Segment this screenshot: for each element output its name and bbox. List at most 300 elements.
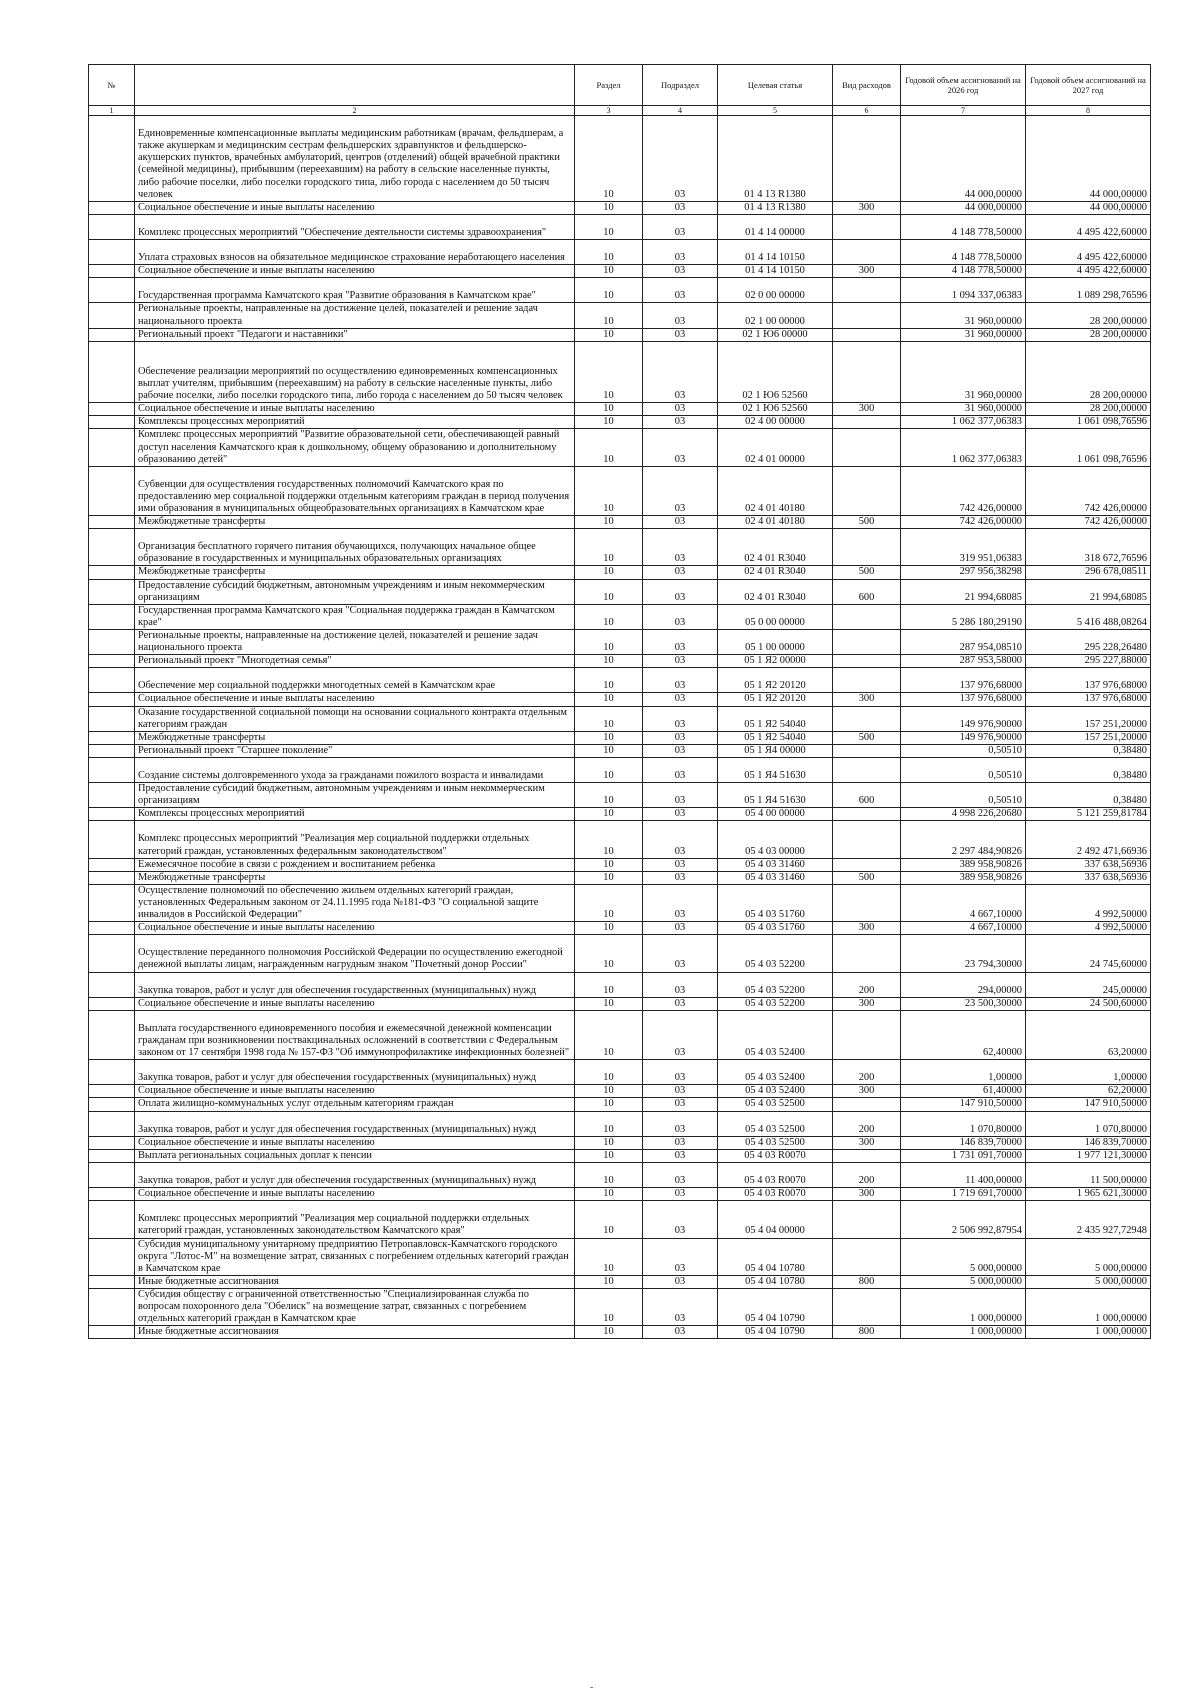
row-volume-2026: 4 667,10000	[901, 884, 1026, 921]
row-subsection: 03	[643, 416, 718, 429]
table-row	[89, 783, 1151, 808]
row-volume-2027: 2 435 927,72948	[1026, 1201, 1151, 1238]
row-volume-2027: 2 492 471,66936	[1026, 821, 1151, 858]
table-row	[89, 1162, 1151, 1187]
row-subsection: 03	[643, 858, 718, 871]
row-target-article: 02 4 01 40180	[718, 516, 833, 529]
row-section: 10	[575, 416, 643, 429]
row-subsection: 03	[643, 783, 718, 808]
row-number	[89, 1201, 135, 1238]
row-subsection: 03	[643, 201, 718, 214]
row-name: Оказание государственной социальной помощи на основании социального контракта отдельным категориям граждан	[135, 706, 575, 731]
row-subsection: 03	[643, 1288, 718, 1325]
table-row	[89, 341, 1151, 403]
row-number	[89, 341, 135, 403]
row-volume-2027: 5 000,00000	[1026, 1238, 1151, 1275]
row-section: 10	[575, 997, 643, 1010]
row-expense-type	[833, 808, 901, 821]
row-volume-2027: 44 000,00000	[1026, 116, 1151, 202]
row-expense-type: 300	[833, 1136, 901, 1149]
row-subsection: 03	[643, 1149, 718, 1162]
row-volume-2027: 24 500,60000	[1026, 997, 1151, 1010]
row-volume-2027: 4 495 422,60000	[1026, 239, 1151, 264]
row-volume-2026: 287 953,58000	[901, 655, 1026, 668]
row-volume-2027: 157 251,20000	[1026, 706, 1151, 731]
row-expense-type: 300	[833, 693, 901, 706]
row-volume-2027: 1 000,00000	[1026, 1288, 1151, 1325]
row-section: 10	[575, 972, 643, 997]
row-expense-type: 500	[833, 566, 901, 579]
row-expense-type	[833, 214, 901, 239]
row-volume-2027: 4 992,50000	[1026, 884, 1151, 921]
row-section: 10	[575, 1149, 643, 1162]
row-volume-2026: 31 960,00000	[901, 303, 1026, 328]
header-number: №	[89, 65, 135, 106]
row-volume-2026: 23 794,30000	[901, 935, 1026, 972]
row-volume-2027: 295 228,26480	[1026, 629, 1151, 654]
table-row	[89, 821, 1151, 858]
row-volume-2027: 157 251,20000	[1026, 731, 1151, 744]
row-target-article: 05 4 04 10780	[718, 1275, 833, 1288]
column-index: 6	[833, 106, 901, 116]
row-section: 10	[575, 1275, 643, 1288]
row-number	[89, 214, 135, 239]
row-subsection: 03	[643, 278, 718, 303]
row-target-article: 05 4 03 52500	[718, 1136, 833, 1149]
row-name: Организация бесплатного горячего питания обучающихся, получающих начальное общее образование в государственных и муниципальных образовательных организациях	[135, 529, 575, 566]
row-volume-2026: 389 958,90826	[901, 871, 1026, 884]
row-name: Осуществление переданного полномочия Российской Федерации по осуществлению ежегодной денежной выплаты лицам, награжденным нагрудным знаком "Почетный донор России"	[135, 935, 575, 972]
table-row	[89, 604, 1151, 629]
table-row	[89, 871, 1151, 884]
row-target-article: 05 4 03 52200	[718, 972, 833, 997]
row-volume-2026: 4 148 778,50000	[901, 239, 1026, 264]
row-subsection: 03	[643, 731, 718, 744]
row-volume-2027: 296 678,08511	[1026, 566, 1151, 579]
row-subsection: 03	[643, 429, 718, 466]
row-number	[89, 579, 135, 604]
row-volume-2026: 4 667,10000	[901, 922, 1026, 935]
row-section: 10	[575, 1188, 643, 1201]
row-volume-2026: 742 426,00000	[901, 516, 1026, 529]
column-index: 4	[643, 106, 718, 116]
row-section: 10	[575, 214, 643, 239]
row-target-article: 02 1 Ю6 00000	[718, 328, 833, 341]
table-row	[89, 1111, 1151, 1136]
row-target-article: 02 4 01 R3040	[718, 566, 833, 579]
row-volume-2027: 28 200,00000	[1026, 403, 1151, 416]
row-section: 10	[575, 935, 643, 972]
row-target-article: 05 1 Я2 54040	[718, 731, 833, 744]
row-target-article: 05 4 03 R0070	[718, 1149, 833, 1162]
row-section: 10	[575, 1111, 643, 1136]
row-volume-2026: 297 956,38298	[901, 566, 1026, 579]
row-volume-2026: 0,50510	[901, 744, 1026, 757]
row-volume-2027: 0,38480	[1026, 744, 1151, 757]
row-section: 10	[575, 341, 643, 403]
row-volume-2026: 1 062 377,06383	[901, 416, 1026, 429]
table-row	[89, 403, 1151, 416]
row-volume-2027: 1 089 298,76596	[1026, 278, 1151, 303]
row-name: Закупка товаров, работ и услуг для обеспечения государственных (муниципальных) нужд	[135, 972, 575, 997]
row-target-article: 05 4 03 31460	[718, 871, 833, 884]
column-index: 2	[135, 106, 575, 116]
row-expense-type: 300	[833, 265, 901, 278]
row-section: 10	[575, 1326, 643, 1339]
row-expense-type	[833, 416, 901, 429]
row-volume-2027: 1 061 098,76596	[1026, 429, 1151, 466]
row-number	[89, 1238, 135, 1275]
row-name: Обеспечение мер социальной поддержки многодетных семей в Камчатском крае	[135, 668, 575, 693]
row-subsection: 03	[643, 808, 718, 821]
table-row	[89, 1275, 1151, 1288]
row-section: 10	[575, 706, 643, 731]
table-row	[89, 239, 1151, 264]
column-index: 8	[1026, 106, 1151, 116]
table-row	[89, 757, 1151, 782]
row-name: Межбюджетные трансферты	[135, 731, 575, 744]
row-name: Закупка товаров, работ и услуг для обеспечения государственных (муниципальных) нужд	[135, 1111, 575, 1136]
table-row	[89, 972, 1151, 997]
row-section: 10	[575, 239, 643, 264]
row-number	[89, 884, 135, 921]
row-number	[89, 1149, 135, 1162]
row-name: Региональный проект "Многодетная семья"	[135, 655, 575, 668]
row-volume-2027: 1 070,80000	[1026, 1111, 1151, 1136]
row-section: 10	[575, 566, 643, 579]
row-expense-type	[833, 884, 901, 921]
table-body	[89, 116, 1151, 1339]
row-subsection: 03	[643, 604, 718, 629]
row-name: Социальное обеспечение и иные выплаты населению	[135, 1085, 575, 1098]
row-expense-type: 300	[833, 997, 901, 1010]
row-expense-type	[833, 116, 901, 202]
row-section: 10	[575, 808, 643, 821]
row-name: Региональные проекты, направленные на достижение целей, показателей и решение задач национального проекта	[135, 629, 575, 654]
row-volume-2027: 28 200,00000	[1026, 303, 1151, 328]
row-expense-type: 300	[833, 403, 901, 416]
row-section: 10	[575, 858, 643, 871]
header-expense-type: Вид расходов	[833, 65, 901, 106]
row-section: 10	[575, 265, 643, 278]
row-subsection: 03	[643, 566, 718, 579]
row-volume-2026: 4 998 226,20680	[901, 808, 1026, 821]
row-expense-type	[833, 668, 901, 693]
row-section: 10	[575, 1060, 643, 1085]
row-expense-type	[833, 604, 901, 629]
row-target-article: 02 1 00 00000	[718, 303, 833, 328]
row-volume-2027: 4 495 422,60000	[1026, 214, 1151, 239]
row-name: Социальное обеспечение и иные выплаты населению	[135, 1136, 575, 1149]
row-name: Государственная программа Камчатского края "Социальная поддержка граждан в Камчатском крае"	[135, 604, 575, 629]
row-expense-type: 600	[833, 579, 901, 604]
row-name: Иные бюджетные ассигнования	[135, 1275, 575, 1288]
column-index: 3	[575, 106, 643, 116]
row-expense-type	[833, 821, 901, 858]
header-volume-2027: Годовой объем ассигнований на 2027 год	[1026, 65, 1151, 106]
row-volume-2027: 11 500,00000	[1026, 1162, 1151, 1187]
row-name: Межбюджетные трансферты	[135, 566, 575, 579]
row-number	[89, 201, 135, 214]
row-section: 10	[575, 328, 643, 341]
row-expense-type: 500	[833, 516, 901, 529]
row-subsection: 03	[643, 1275, 718, 1288]
row-number	[89, 429, 135, 466]
budget-sheet	[88, 64, 1150, 1339]
table-row	[89, 693, 1151, 706]
row-volume-2026: 1 719 691,70000	[901, 1188, 1026, 1201]
row-subsection: 03	[643, 239, 718, 264]
row-number	[89, 1111, 135, 1136]
row-name: Создание системы долговременного ухода за гражданами пожилого возраста и инвалидами	[135, 757, 575, 782]
row-expense-type	[833, 278, 901, 303]
row-volume-2027: 337 638,56936	[1026, 858, 1151, 871]
row-expense-type	[833, 757, 901, 782]
row-number	[89, 239, 135, 264]
row-target-article: 05 1 Я2 20120	[718, 668, 833, 693]
row-name: Субсидия обществу с ограниченной ответственностью "Специализированная служба по вопросам похоронного дела "Обелиск" на возмещение затрат, связанных с погребением отдельных категорий граждан в Камчатском крае	[135, 1288, 575, 1325]
row-section: 10	[575, 731, 643, 744]
row-number	[89, 303, 135, 328]
row-number	[89, 1288, 135, 1325]
row-name: Комплекс процессных мероприятий "Обеспечение деятельности системы здравоохранения"	[135, 214, 575, 239]
row-number	[89, 1010, 135, 1059]
table-row	[89, 1136, 1151, 1149]
row-section: 10	[575, 871, 643, 884]
row-volume-2026: 1 000,00000	[901, 1326, 1026, 1339]
row-target-article: 05 1 Я2 00000	[718, 655, 833, 668]
row-number	[89, 416, 135, 429]
row-volume-2027: 24 745,60000	[1026, 935, 1151, 972]
row-volume-2027: 337 638,56936	[1026, 871, 1151, 884]
row-section: 10	[575, 693, 643, 706]
row-name: Межбюджетные трансферты	[135, 516, 575, 529]
row-number	[89, 403, 135, 416]
table-row	[89, 466, 1151, 515]
row-target-article: 05 4 03 51760	[718, 922, 833, 935]
row-section: 10	[575, 1098, 643, 1111]
row-subsection: 03	[643, 922, 718, 935]
row-volume-2026: 742 426,00000	[901, 466, 1026, 515]
row-expense-type: 200	[833, 1060, 901, 1085]
table-row	[89, 201, 1151, 214]
row-expense-type: 500	[833, 731, 901, 744]
row-subsection: 03	[643, 516, 718, 529]
row-volume-2027: 0,38480	[1026, 783, 1151, 808]
row-volume-2027: 742 426,00000	[1026, 516, 1151, 529]
row-volume-2027: 4 992,50000	[1026, 922, 1151, 935]
row-name: Социальное обеспечение и иные выплаты населению	[135, 693, 575, 706]
row-section: 10	[575, 783, 643, 808]
row-section: 10	[575, 1136, 643, 1149]
row-target-article: 02 4 01 40180	[718, 466, 833, 515]
column-index: 7	[901, 106, 1026, 116]
header-volume-2026: Годовой объем ассигнований на 2026 год	[901, 65, 1026, 106]
table-row	[89, 997, 1151, 1010]
row-subsection: 03	[643, 1060, 718, 1085]
row-expense-type: 300	[833, 922, 901, 935]
row-section: 10	[575, 821, 643, 858]
row-target-article: 01 4 14 10150	[718, 265, 833, 278]
row-volume-2026: 294,00000	[901, 972, 1026, 997]
table-row	[89, 706, 1151, 731]
row-section: 10	[575, 116, 643, 202]
row-target-article: 05 1 Я2 54040	[718, 706, 833, 731]
row-name: Закупка товаров, работ и услуг для обеспечения государственных (муниципальных) нужд	[135, 1060, 575, 1085]
row-volume-2026: 4 148 778,50000	[901, 265, 1026, 278]
row-name: Социальное обеспечение и иные выплаты населению	[135, 265, 575, 278]
table-row	[89, 744, 1151, 757]
row-section: 10	[575, 1085, 643, 1098]
row-section: 10	[575, 1238, 643, 1275]
row-volume-2026: 31 960,00000	[901, 328, 1026, 341]
row-subsection: 03	[643, 693, 718, 706]
row-number	[89, 1326, 135, 1339]
row-target-article: 01 4 13 R1380	[718, 201, 833, 214]
row-number	[89, 529, 135, 566]
row-volume-2026: 1 000,00000	[901, 1288, 1026, 1325]
row-volume-2026: 137 976,68000	[901, 668, 1026, 693]
row-name: Предоставление субсидий бюджетным, автономным учреждениям и иным некоммерческим организациям	[135, 579, 575, 604]
row-number	[89, 668, 135, 693]
row-name: Выплата государственного единовременного пособия и ежемесячной денежной компенсации гражданам при возникновении поствакцинальных осложнений в соответствии с Федеральным законом от 17 сентября 1998 года № 157-ФЗ "Об иммунопрофилактике инфекционных болезней"	[135, 1010, 575, 1059]
row-expense-type: 200	[833, 1111, 901, 1136]
row-volume-2026: 62,40000	[901, 1010, 1026, 1059]
row-subsection: 03	[643, 341, 718, 403]
row-name: Межбюджетные трансферты	[135, 871, 575, 884]
row-target-article: 02 4 01 R3040	[718, 529, 833, 566]
row-number	[89, 655, 135, 668]
row-expense-type	[833, 341, 901, 403]
table-row	[89, 858, 1151, 871]
row-volume-2027: 245,00000	[1026, 972, 1151, 997]
row-subsection: 03	[643, 1201, 718, 1238]
table-row	[89, 668, 1151, 693]
table-row	[89, 1060, 1151, 1085]
row-expense-type	[833, 655, 901, 668]
row-number	[89, 516, 135, 529]
row-volume-2026: 149 976,90000	[901, 731, 1026, 744]
header-row	[89, 65, 1151, 106]
table-row	[89, 579, 1151, 604]
row-number	[89, 935, 135, 972]
row-name: Единовременные компенсационные выплаты медицинским работникам (врачам, фельдшерам, а также акушеркам и медицинским сестрам фельдшерских здравпунктов и фельдшерско-акушерских пунктов, врачебных амбулаторий, центров (отделений) общей врачебной практики (семейной медицины), прибывшим (переехавшим) на работу в сельские населенные пункты, либо рабочие поселки, либо поселки городского типа, либо города с населением до 50 тысяч человек	[135, 116, 575, 202]
row-target-article: 05 4 04 00000	[718, 1201, 833, 1238]
row-subsection: 03	[643, 403, 718, 416]
row-expense-type	[833, 1238, 901, 1275]
row-expense-type	[833, 1288, 901, 1325]
table-row	[89, 1010, 1151, 1059]
row-volume-2026: 2 297 484,90826	[901, 821, 1026, 858]
row-volume-2026: 1 731 091,70000	[901, 1149, 1026, 1162]
row-number	[89, 808, 135, 821]
row-expense-type: 300	[833, 1085, 901, 1098]
row-section: 10	[575, 1162, 643, 1187]
table-row	[89, 808, 1151, 821]
row-target-article: 05 4 03 00000	[718, 821, 833, 858]
row-number	[89, 706, 135, 731]
row-volume-2026: 23 500,30000	[901, 997, 1026, 1010]
row-subsection: 03	[643, 871, 718, 884]
row-volume-2027: 742 426,00000	[1026, 466, 1151, 515]
row-section: 10	[575, 403, 643, 416]
row-section: 10	[575, 757, 643, 782]
row-number	[89, 466, 135, 515]
row-expense-type	[833, 744, 901, 757]
row-subsection: 03	[643, 529, 718, 566]
row-number	[89, 858, 135, 871]
row-target-article: 05 4 03 52500	[718, 1111, 833, 1136]
page-footer-mark: -	[590, 1682, 594, 1693]
row-expense-type	[833, 328, 901, 341]
row-expense-type	[833, 1010, 901, 1059]
row-section: 10	[575, 668, 643, 693]
row-section: 10	[575, 466, 643, 515]
row-target-article: 05 1 Я4 51630	[718, 783, 833, 808]
row-target-article: 01 4 14 10150	[718, 239, 833, 264]
row-subsection: 03	[643, 1010, 718, 1059]
row-volume-2026: 147 910,50000	[901, 1098, 1026, 1111]
row-number	[89, 1098, 135, 1111]
row-expense-type	[833, 935, 901, 972]
row-section: 10	[575, 604, 643, 629]
header-name	[135, 65, 575, 106]
row-volume-2026: 5 000,00000	[901, 1275, 1026, 1288]
row-subsection: 03	[643, 1136, 718, 1149]
row-name: Комплексы процессных мероприятий	[135, 808, 575, 821]
row-section: 10	[575, 579, 643, 604]
row-volume-2026: 1 062 377,06383	[901, 429, 1026, 466]
row-number	[89, 328, 135, 341]
row-target-article: 05 4 03 52200	[718, 997, 833, 1010]
row-subsection: 03	[643, 1098, 718, 1111]
row-name: Региональный проект "Педагоги и наставники"	[135, 328, 575, 341]
row-name: Социальное обеспечение и иные выплаты населению	[135, 403, 575, 416]
row-target-article: 05 4 03 52200	[718, 935, 833, 972]
row-number	[89, 278, 135, 303]
row-target-article: 01 4 13 R1380	[718, 116, 833, 202]
header-subsection: Подраздел	[643, 65, 718, 106]
row-volume-2026: 44 000,00000	[901, 201, 1026, 214]
row-subsection: 03	[643, 328, 718, 341]
row-name: Уплата страховых взносов на обязательное медицинское страхование неработающего населения	[135, 239, 575, 264]
row-target-article: 05 4 03 52400	[718, 1010, 833, 1059]
row-subsection: 03	[643, 579, 718, 604]
row-number	[89, 731, 135, 744]
row-number	[89, 1085, 135, 1098]
row-volume-2026: 44 000,00000	[901, 116, 1026, 202]
header-section: Раздел	[575, 65, 643, 106]
row-subsection: 03	[643, 214, 718, 239]
budget-table	[88, 64, 1151, 1339]
table-row	[89, 1098, 1151, 1111]
table-row	[89, 655, 1151, 668]
table-row	[89, 922, 1151, 935]
row-volume-2027: 63,20000	[1026, 1010, 1151, 1059]
row-volume-2027: 146 839,70000	[1026, 1136, 1151, 1149]
row-subsection: 03	[643, 1188, 718, 1201]
row-volume-2027: 1 977 121,30000	[1026, 1149, 1151, 1162]
row-expense-type	[833, 1098, 901, 1111]
row-volume-2026: 31 960,00000	[901, 341, 1026, 403]
row-expense-type	[833, 239, 901, 264]
row-volume-2027: 1 061 098,76596	[1026, 416, 1151, 429]
row-name: Ежемесячное пособие в связи с рождением и воспитанием ребенка	[135, 858, 575, 871]
table-row	[89, 1238, 1151, 1275]
row-section: 10	[575, 629, 643, 654]
row-volume-2026: 1 094 337,06383	[901, 278, 1026, 303]
table-row	[89, 731, 1151, 744]
